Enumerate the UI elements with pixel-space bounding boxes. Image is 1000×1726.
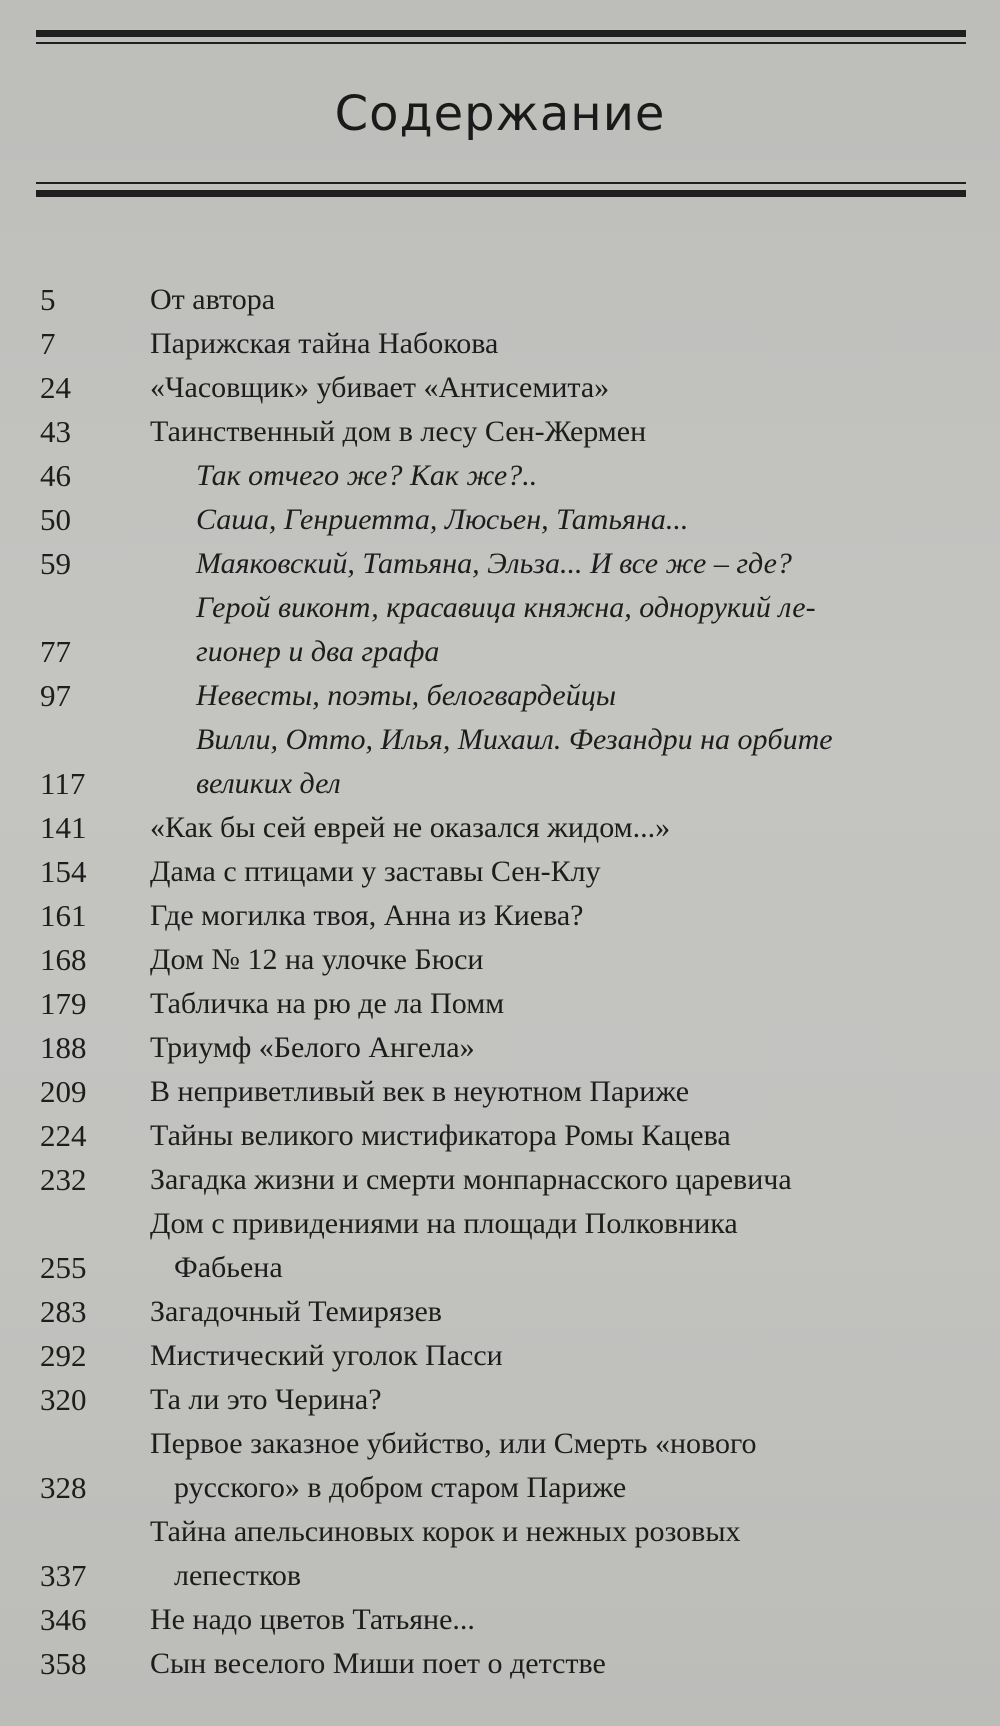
toc-entry-title (150, 1378, 970, 1422)
toc-entry-line: Маяковский, Татьяна, Эльза... И все же – где? (196, 547, 792, 580)
toc-entry (0, 1642, 1000, 1686)
toc-entry (0, 1070, 1000, 1114)
toc-page-number: 97 (40, 678, 71, 713)
toc-entry-line: Сын веселого Миши поет о детстве (150, 1647, 606, 1680)
toc-entry (0, 1510, 1000, 1598)
toc-page-number: 77 (40, 634, 71, 669)
toc-entry-title (150, 1026, 970, 1070)
toc-entry-line: Невесты, поэты, белогвардейцы (196, 679, 617, 712)
toc-entry-line: Табличка на рю де ла Помм (150, 987, 505, 1020)
toc-page-number: 117 (40, 766, 86, 801)
toc-entry (0, 1026, 1000, 1070)
toc-page-number: 188 (40, 1030, 87, 1065)
toc-page-number: 59 (40, 546, 71, 581)
toc-entry-title (150, 278, 970, 322)
toc-page-number: 337 (40, 1558, 87, 1593)
toc-entry (0, 1598, 1000, 1642)
toc-entry-title (196, 674, 1000, 718)
toc-entry-line: Тайны великого мистификатора Ромы Кацева (150, 1119, 731, 1152)
toc-page-number: 161 (40, 898, 87, 933)
toc-entry-line: Так отчего же? Как же?.. (196, 459, 538, 492)
toc-entry (0, 1202, 1000, 1290)
toc-entry (0, 718, 1000, 806)
toc-page-number: 24 (40, 370, 71, 405)
toc-entry-title (150, 1422, 970, 1510)
toc-entry-title (150, 1114, 970, 1158)
toc-entry (0, 586, 1000, 674)
toc-entry-line: Фабьена (174, 1251, 283, 1284)
toc-entry-title (150, 1598, 970, 1642)
toc-page-number: 141 (40, 810, 87, 845)
toc-entry-line: лепестков (174, 1559, 302, 1592)
toc-entry-line: Дом № 12 на улочке Бюси (150, 943, 484, 976)
toc-entry-title (150, 1202, 970, 1290)
toc-page-number: 346 (40, 1602, 87, 1637)
toc-entry (0, 1158, 1000, 1202)
toc-entry (0, 938, 1000, 982)
toc-entry-title (150, 850, 970, 894)
toc-entry (0, 1334, 1000, 1378)
toc-page-number: 179 (40, 986, 87, 1021)
toc-page-number: 168 (40, 942, 87, 977)
rule-thin-line (36, 42, 966, 44)
toc-entry-line: Саша, Генриетта, Люсьен, Татьяна... (196, 503, 689, 536)
toc-entry-title (150, 1070, 970, 1114)
toc-entry-line: От автора (150, 283, 276, 316)
toc-page-number: 46 (40, 458, 71, 493)
toc-entry-line: «Как бы сей еврей не оказался жидом...» (150, 811, 671, 844)
toc-entry-line: Тайна апельсиновых корок и нежных розовых (150, 1515, 741, 1548)
page-title: Содержание (334, 86, 666, 142)
rule-thick-line (36, 190, 966, 197)
toc-page-number: 283 (40, 1294, 87, 1329)
toc-page-number: 5 (40, 282, 56, 317)
toc-entry (0, 1422, 1000, 1510)
toc-page-number: 320 (40, 1382, 87, 1417)
toc-entry-line: «Часовщик» убивает «Антисемита» (150, 371, 610, 404)
toc-entry-title (150, 366, 970, 410)
toc-entry (0, 850, 1000, 894)
toc-entry-line: Дама с птицами у заставы Сен-Клу (150, 855, 601, 888)
toc-entry-title (150, 1334, 970, 1378)
toc-entry-line: Парижская тайна Набокова (150, 327, 499, 360)
toc-entry-line: великих дел (196, 767, 341, 800)
toc-entry-line: Таинственный дом в лесу Сен-Жермен (150, 415, 647, 448)
toc-entry-line: Герой виконт, красавица княжна, однорукий ле- (196, 591, 816, 624)
toc-page-number: 50 (40, 502, 71, 537)
toc-entry (0, 674, 1000, 718)
toc-entry-line: Не надо цветов Татьяне... (150, 1603, 475, 1636)
toc-entry (0, 410, 1000, 454)
toc-entry (0, 498, 1000, 542)
toc-entry-title (196, 454, 1000, 498)
toc-entry-title (196, 586, 1000, 674)
toc-entry-line: В неприветливый век в неуютном Париже (150, 1075, 690, 1108)
toc-entry-title (196, 498, 1000, 542)
toc-entry (0, 454, 1000, 498)
toc-entry-title (150, 410, 970, 454)
toc-entry-line: Триумф «Белого Ангела» (150, 1031, 475, 1064)
toc-entry-title (150, 1642, 970, 1686)
toc-page-number: 43 (40, 414, 71, 449)
toc-entry-line: Дом с привидениями на площади Полковника (150, 1207, 738, 1240)
toc-entry-line: Загадка жизни и смерти монпарнасского царевича (150, 1163, 792, 1196)
toc-entry-title (150, 894, 970, 938)
toc-entry (0, 894, 1000, 938)
toc-entry (0, 806, 1000, 850)
toc-entry (0, 322, 1000, 366)
toc-entry-title (150, 1510, 970, 1598)
rule-thin-line (36, 182, 966, 184)
toc-entry-title (150, 806, 970, 850)
toc-page-number: 232 (40, 1162, 87, 1197)
toc-entry-line: русского» в добром старом Париже (174, 1471, 627, 1504)
toc-page-number: 7 (40, 326, 56, 361)
toc-entry (0, 278, 1000, 322)
toc-entry (0, 982, 1000, 1026)
toc-entry (0, 1378, 1000, 1422)
toc-page-number: 154 (40, 854, 87, 889)
toc-entry-title (150, 1290, 970, 1334)
toc-page-number: 358 (40, 1646, 87, 1681)
toc-entry (0, 366, 1000, 410)
toc-entry (0, 542, 1000, 586)
rule-thick-line (36, 30, 966, 37)
toc-entry-title (196, 718, 1000, 806)
toc-page-number: 224 (40, 1118, 87, 1153)
toc-entry-title (196, 542, 1000, 586)
toc-page-number: 255 (40, 1250, 87, 1285)
toc-entry-line: Та ли это Черина? (150, 1383, 382, 1416)
toc-entry-line: Первое заказное убийство, или Смерть «нового (150, 1427, 757, 1460)
toc-page-number: 209 (40, 1074, 87, 1109)
toc-entry-title (150, 1158, 970, 1202)
toc-entry-line: Мистический уголок Пасси (150, 1339, 503, 1372)
toc-entry-title (150, 938, 970, 982)
toc-entry-line: гионер и два графа (196, 635, 440, 668)
toc-entry (0, 1290, 1000, 1334)
toc-entry-line: Загадочный Темирязев (150, 1295, 442, 1328)
toc-page-number: 292 (40, 1338, 87, 1373)
toc-page-number: 328 (40, 1470, 87, 1505)
toc-entry-title (150, 322, 970, 366)
toc-entry-line: Вилли, Отто, Илья, Михаил. Фезандри на орбите (196, 723, 833, 756)
toc-entry-line: Где могилка твоя, Анна из Киева? (150, 899, 584, 932)
toc-entry-title (150, 982, 970, 1026)
toc-entry (0, 1114, 1000, 1158)
